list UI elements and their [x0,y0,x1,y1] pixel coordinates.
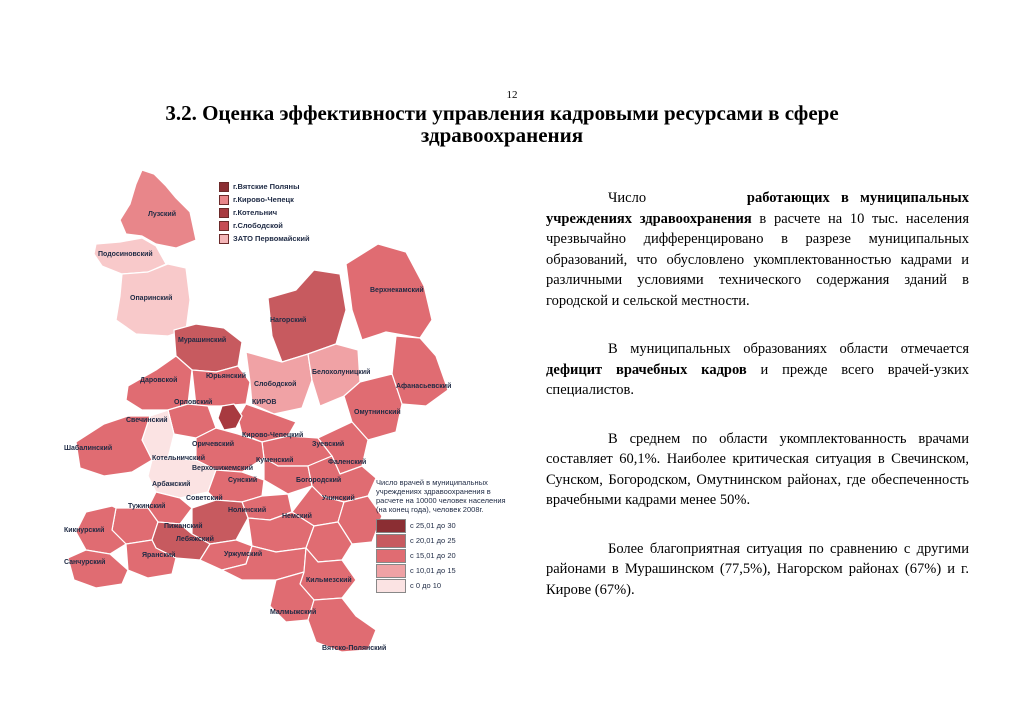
label-orlovsky: Орловский [174,399,213,406]
p2-lead: В муниципальных образованиях области отмечается [608,341,969,357]
legend-label: г.Слободской [233,221,283,230]
city-legend-row [219,193,310,206]
label-omutninsky: Омутнинский [354,409,401,416]
label-kotelnichsky: Котельничский [152,455,206,462]
legend-label: г.Вятские Поляны [233,182,300,191]
body-text [546,188,969,628]
label-afanasyevsky: Афанасьевский [396,383,452,390]
label-verkhoshizhemsky: Верхошижемский [192,465,254,472]
p2-bold: дефицит врачебных кадров [546,361,747,378]
label-luzsky: Лузский [148,211,177,218]
legend-label: с 25,01 до 30 [410,521,456,530]
paragraph-4: Более благоприятная ситуация по сравнению с другими районами в Мурашинском (77,5%), Нагорском районах (67%) и г. Кирове (67%). [546,540,969,598]
value-legend-row [376,518,508,533]
label-yaransky: Яранский [142,552,176,559]
legend-label: г.Котельнич [233,208,278,217]
legend-swatch [376,549,406,563]
label-podosinovsky: Подосиновский [98,251,153,258]
label-pizhansky: Пижанский [164,523,203,530]
label-nagorsky: Нагорский [270,317,307,324]
district-afanasyevsky [392,336,448,406]
label-nemsky: Немский [282,513,312,520]
title-line-2: здравоохранения [420,123,584,147]
district-luzsky [120,170,196,248]
label-svechinsky: Свечинский [126,417,168,424]
label-sovetsky: Советский [186,495,223,502]
label-yuryansky: Юрьянский [206,373,247,380]
label-kirovo-chepetsky: Кирово-Чепецкий [242,432,304,439]
label-murashinsky: Мурашинский [178,337,227,344]
label-orichevsky: Оричевский [192,441,235,448]
legend-swatch [219,234,229,244]
legend-swatch [219,221,229,231]
legend-swatch [376,534,406,548]
value-legend-row [376,533,508,548]
legend-swatch [376,519,406,533]
legend-swatch [376,579,406,593]
value-legend-row [376,563,508,578]
label-belokholunitsky: Белохолуницкий [312,369,371,376]
label-slobodskoy: Слободской [254,381,297,388]
label-falensky: Фаленский [328,459,367,466]
value-legend-title: Число врачей в муниципальных учреждениях здравоохранения в расчете на 10000 человек населения (на конец года), человек 2008г. [376,478,506,514]
city-legend-row [219,206,310,219]
label-urzhumsky: Уржумский [224,551,263,558]
label-shabalinsky: Шабалинский [64,445,113,452]
label-sanchursky: Санчурский [64,559,106,566]
p2-rest: и прежде всего врачей-узких специалистов. [546,361,969,398]
label-bogorodsky: Богородский [296,477,342,484]
label-kiknursky: Кикнурский [64,527,105,534]
p1-lead: Число [608,190,647,206]
legend-swatch [219,208,229,218]
legend-label: с 20,01 до 25 [410,536,456,545]
legend-label: г.Кирово-Чепецк [233,195,294,204]
paragraph-3: В среднем по области укомплектованность врачами составляет 60,1%. Наиболее критическая ситуация в Свечинском, Сунском, Богородском, Омутнинском районах, где обеспеченность врачебными кадрами менее 50%. [546,430,969,508]
legend-swatch [376,564,406,578]
paragraph-1 [546,188,969,311]
legend-label: с 10,01 до 15 [410,566,456,575]
value-legend [376,478,508,593]
title-line-1: 3.2. Оценка эффективности управления кадровыми ресурсами в сфере [165,101,839,125]
label-verkhnekamsky: Верхнекамский [370,287,424,294]
label-darovsky: Даровской [140,377,178,384]
city-legend-row [219,219,310,232]
label-kumensky: Куменский [256,457,294,464]
label-nolinsky: Нолинский [228,507,267,514]
page-number: 12 [506,89,518,101]
label-vyatsko-polyansky: Вятско-Полянский [322,645,387,652]
district-slobodskoy-city [218,404,242,430]
city-legend [219,180,310,245]
district-sanchursky [68,550,128,588]
label-sunsky: Сунский [228,477,258,484]
label-lebyazhsky: Лебяжский [176,536,214,543]
legend-label: с 0 до 10 [410,581,442,590]
label-kirov: КИРОВ [252,399,277,406]
legend-swatch [219,195,229,205]
label-zuevsky: Зуевский [312,441,345,448]
label-oparinsky: Опаринский [130,295,173,302]
value-legend-row [376,578,508,593]
city-legend-row [219,180,310,193]
label-kilmezsky: Кильмезский [306,577,352,584]
legend-label: ЗАТО Первомайский [233,234,310,243]
value-legend-row [376,548,508,563]
paragraph-2 [546,339,969,401]
legend-swatch [219,182,229,192]
district-vyatsko-polyansky [308,598,376,652]
city-legend-row [219,232,310,245]
page-title [60,102,944,146]
p1-rest: в расчете на 10 тыс. населения чрезвычайно дифференцировано в разрезе муниципальных образований, что обусловлено укомплектованностью кадрами и различными условиями технического содержания зданий в городской и сельской местности. [546,210,969,309]
label-unisky: Унинский [322,495,355,502]
label-tuzhinsky: Тужинский [128,503,166,510]
label-malmyzhsky: Малмыжский [270,609,317,616]
label-arbazhsky: Арбажский [152,481,191,488]
legend-label: с 15,01 до 20 [410,551,456,560]
p1-bold: работающих в муниципальных учреждениях здравоохранения [546,190,970,227]
district-map [56,160,531,660]
